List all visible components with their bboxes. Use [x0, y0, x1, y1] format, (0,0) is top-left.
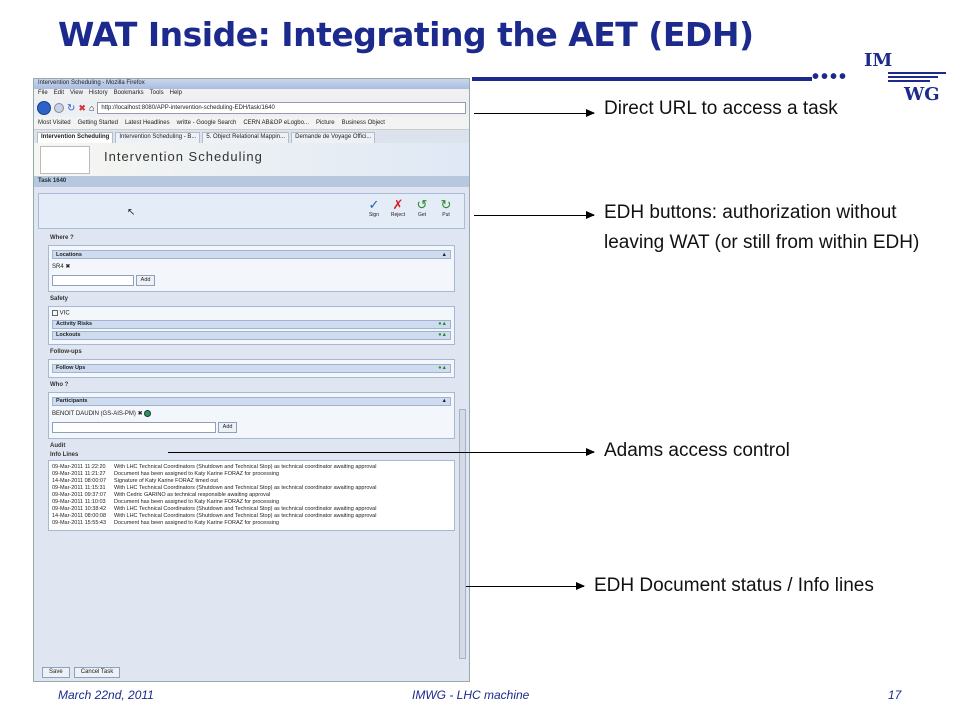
- calendar-logo-icon: [40, 146, 90, 174]
- menu-tools[interactable]: Tools: [149, 90, 164, 96]
- callout-arrow: [474, 215, 594, 216]
- follow-ups-title: Follow Ups: [56, 365, 86, 372]
- info-lines-list: [48, 460, 455, 531]
- footer-center: IMWG - LHC machine: [412, 688, 530, 702]
- info-line-text: Document has been assigned to Katy Karine FORAZ for processing: [114, 470, 280, 477]
- reject-button[interactable]: [387, 198, 409, 218]
- info-line-date: 09-Mar-2011 11:22:20: [52, 463, 106, 470]
- add-collapse-icon[interactable]: ●▲: [438, 365, 447, 372]
- reload-icon[interactable]: ↻: [67, 102, 76, 114]
- tab-intervention-scheduling[interactable]: Intervention Scheduling: [37, 132, 113, 143]
- info-line-text: With LHC Technical Coordinators (Shutdown and Technical Stop) as technical coordinator awaiting approval: [114, 512, 377, 519]
- reject-label: Reject: [390, 212, 406, 218]
- menu-bar: [34, 89, 469, 99]
- vic-checkbox[interactable]: [52, 310, 58, 316]
- app-title: Intervention Scheduling: [104, 149, 263, 164]
- audit-legend[interactable]: Audit: [50, 442, 66, 449]
- add-collapse-icon[interactable]: ●▲: [438, 332, 447, 339]
- window-title: Intervention Scheduling - Mozilla Firefox: [34, 79, 469, 89]
- curved-arrow-icon: ↺: [416, 197, 428, 212]
- safety-legend: Safety: [50, 296, 69, 302]
- info-line-text: With Cedric GARINO as technical responsible awaiting approval: [114, 491, 271, 498]
- participants-header[interactable]: [52, 397, 451, 406]
- put-button[interactable]: [435, 198, 457, 218]
- tab-object-relational[interactable]: 5. Object Relational Mappin...: [202, 132, 289, 143]
- forward-button[interactable]: [54, 103, 64, 113]
- participants-title: Participants: [56, 398, 88, 405]
- bookmark-item[interactable]: CERN AB&OP eLogbo...: [243, 120, 309, 126]
- info-line-date: 14-Mar-2011 08:00:08: [52, 512, 107, 519]
- info-line: [52, 499, 451, 506]
- edh-button-bar: [38, 193, 465, 229]
- collapse-icon[interactable]: ▲: [441, 398, 447, 405]
- location-row: [52, 261, 451, 272]
- add-participant-button[interactable]: Add: [218, 422, 238, 433]
- info-line-text: Document has been assigned to Katy Karine FORAZ for processing: [114, 519, 280, 526]
- info-line-date: 09-Mar-2011 11:15:31: [52, 484, 106, 491]
- info-line: [52, 513, 451, 520]
- vic-row: [52, 309, 451, 318]
- menu-bookmarks[interactable]: Bookmarks: [113, 90, 144, 96]
- location-add-row: [52, 272, 451, 289]
- location-search-input[interactable]: [52, 275, 134, 286]
- tab-intervention-scheduling-b[interactable]: Intervention Scheduling - B...: [115, 132, 200, 143]
- followups-section: [48, 359, 455, 378]
- callout-adams: Adams access control: [604, 440, 790, 461]
- get-label: Get: [417, 212, 427, 218]
- callout-edh-buttons: EDH buttons: authorization without leaving WAT (or still from within EDH): [604, 202, 920, 253]
- participant-select[interactable]: [52, 422, 216, 433]
- info-line-date: 09-Mar-2011 10:38:42: [52, 505, 107, 512]
- participant-row: [52, 408, 451, 419]
- browser-screenshot: [33, 78, 470, 682]
- menu-edit[interactable]: Edit: [53, 90, 65, 96]
- participant-name: BENOIT DAUDIN (GS-AIS-PM): [52, 410, 136, 417]
- safety-section: [48, 306, 455, 345]
- info-line-text: With LHC Technical Coordinators (Shutdown and Technical Stop) as technical coordinator awaiting approval: [114, 484, 377, 491]
- info-line: [52, 478, 451, 485]
- logo-wg: WG: [904, 84, 940, 105]
- sign-button[interactable]: [363, 198, 385, 218]
- save-button[interactable]: Save: [42, 667, 70, 678]
- info-line: [52, 520, 451, 527]
- add-location-button[interactable]: Add: [136, 275, 156, 286]
- tab-demande-voyage[interactable]: Demande de Voyage Offici...: [291, 132, 375, 143]
- info-line: [52, 464, 451, 471]
- info-line-date: 14-Mar-2011 08:00:07: [52, 477, 107, 484]
- vic-label: VIC: [59, 310, 70, 317]
- where-section: [48, 245, 455, 292]
- bookmark-item[interactable]: Business Object: [341, 120, 385, 126]
- bookmark-item[interactable]: Latest Headlines: [124, 120, 170, 126]
- info-line-text: Signature of Katy Karine FORAZ timed out: [114, 477, 218, 484]
- follow-ups-header[interactable]: [52, 364, 451, 373]
- info-line: [52, 471, 451, 478]
- home-icon[interactable]: ⌂: [88, 103, 95, 113]
- bookmark-item[interactable]: Getting Started: [77, 120, 118, 126]
- who-legend: Who ?: [50, 381, 69, 388]
- info-line-date: 09-Mar-2011 09:37:07: [52, 491, 107, 498]
- logo-im: IM: [864, 50, 893, 71]
- cancel-task-button[interactable]: Cancel Task: [74, 667, 121, 678]
- locations-title: Locations: [56, 251, 82, 258]
- where-legend: Where ?: [50, 235, 74, 241]
- bookmark-item[interactable]: Most Visited: [38, 120, 71, 126]
- info-lines-legend[interactable]: Info Lines: [50, 451, 79, 458]
- callout-arrow: [168, 452, 594, 453]
- callout-arrow: [466, 586, 584, 587]
- remove-icon[interactable]: ✖: [65, 264, 71, 270]
- lockouts-title: Lockouts: [56, 332, 81, 339]
- participant-add-row: [52, 419, 451, 436]
- bookmark-item[interactable]: writte - Google Search: [176, 120, 237, 126]
- nav-toolbar: [34, 99, 469, 117]
- bookmarks-bar: [34, 117, 469, 130]
- back-button[interactable]: [37, 101, 51, 115]
- app-banner: [34, 143, 469, 177]
- callout-direct-url: Direct URL to access a task: [604, 98, 838, 119]
- url-bar[interactable]: http://localhost:8080/APP-intervention-scheduling-EDH/task/1640: [97, 102, 466, 114]
- locations-header[interactable]: [52, 250, 451, 259]
- title-rule: [472, 77, 812, 81]
- menu-view[interactable]: View: [70, 90, 83, 96]
- lockouts-header[interactable]: [52, 331, 451, 340]
- info-line-date: 09-Mar-2011 11:10:03: [52, 498, 106, 505]
- activity-risks-header[interactable]: [52, 320, 451, 329]
- info-line-date: 09-Mar-2011 11:21:27: [52, 470, 106, 477]
- callout-arrow: [474, 113, 594, 114]
- put-label: Put: [442, 212, 450, 218]
- menu-history[interactable]: History: [88, 90, 108, 96]
- info-line: [52, 492, 451, 499]
- location-value: SR4: [52, 264, 64, 270]
- collapse-icon[interactable]: ▲: [441, 251, 447, 258]
- page-number: 17: [888, 688, 902, 702]
- info-line-text: With LHC Technical Coordinators (Shutdown and Technical Stop) as technical coordinator awaiting approval: [114, 463, 377, 470]
- cross-icon: ✗: [392, 197, 404, 212]
- callout-doc-status: EDH Document status / Info lines: [594, 575, 874, 596]
- followups-legend: Follow-ups: [50, 348, 82, 355]
- stop-icon[interactable]: ✖: [78, 102, 86, 113]
- curved-arrow-icon: ↻: [440, 197, 452, 212]
- sign-label: Sign: [368, 212, 379, 218]
- info-line-text: With LHC Technical Coordinators (Shutdown and Technical Stop) as technical coordinator awaiting approval: [114, 505, 377, 512]
- who-section: [48, 392, 455, 439]
- add-collapse-icon[interactable]: ●▲: [438, 321, 447, 328]
- remove-icon[interactable]: ✖: [137, 410, 143, 417]
- activity-risks-title: Activity Risks: [56, 321, 93, 328]
- access-status-icon: [144, 410, 151, 417]
- slide-title: WAT Inside: Integrating the AET (EDH): [58, 15, 754, 54]
- scrollbar[interactable]: [459, 409, 466, 659]
- checkmark-icon: ✓: [368, 197, 380, 212]
- info-line: [52, 506, 451, 513]
- info-line: [52, 485, 451, 492]
- task-label: Task 1640: [34, 177, 469, 187]
- tab-strip: [34, 130, 469, 143]
- info-line-date: 09-Mar-2011 15:55:43: [52, 519, 107, 526]
- bookmark-item[interactable]: Picture: [315, 120, 335, 126]
- menu-help[interactable]: Help: [169, 90, 182, 96]
- footer-date: March 22nd, 2011: [58, 688, 154, 702]
- info-line-text: Document has been assigned to Katy Karine FORAZ for processing: [114, 498, 280, 505]
- mouse-cursor-icon: ↖: [127, 207, 136, 218]
- get-button[interactable]: [411, 198, 433, 218]
- menu-file[interactable]: File: [38, 90, 48, 96]
- rule-dots: ••••: [812, 66, 849, 88]
- form-buttons: [42, 667, 120, 678]
